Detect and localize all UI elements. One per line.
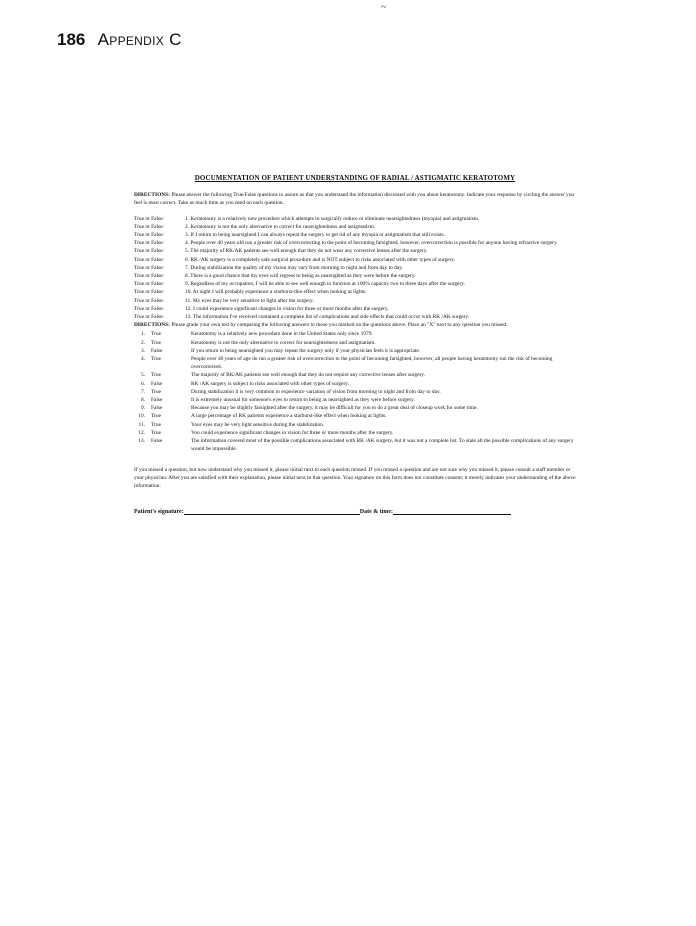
answer-value: False xyxy=(151,397,163,404)
answer-text: During stabilization it is very common to experience variation of vision from morning to night and from day to day. xyxy=(191,388,441,395)
page-number: 186 xyxy=(57,30,86,49)
true-false-choice[interactable]: True or False: xyxy=(134,305,165,312)
answer-item xyxy=(134,421,576,429)
question-item xyxy=(134,305,576,313)
answer-item xyxy=(134,330,576,338)
answer-value: True xyxy=(151,372,161,379)
question-item xyxy=(134,264,576,272)
answer-text: Keratotomy is a relatively new procedure done in the United States only since 1979. xyxy=(191,331,373,338)
page-header xyxy=(57,30,182,50)
question-item xyxy=(134,288,576,296)
question-text: 9. Regardless of my occupation, I will be able to see well enough to function at 100% capacity two to three days after the surgery. xyxy=(185,281,465,288)
answer-text: If you return to being nearsighted you may repeat the surgery only if your physician feels it is appropriate. xyxy=(191,347,421,354)
answer-item xyxy=(134,429,576,437)
answer-number: 1. xyxy=(140,331,145,338)
question-text: 4. People over 40 years old run a greater risk of overcorrecting to the point of becoming farsighted, however, overcorrection is possible for anyone having refractive surgery. xyxy=(185,240,558,247)
grading-directions xyxy=(134,321,576,329)
question-item xyxy=(134,223,576,231)
question-item xyxy=(134,256,576,264)
question-item xyxy=(134,215,576,223)
answer-value: True xyxy=(151,356,161,363)
question-text: 13. The information I've received contained a complete list of complications and side effects that could occur with RK /AK surgery. xyxy=(185,314,470,321)
answer-text: People over 40 years of age do run a greater risk of overcorrection to the point of becoming farsighted, however, all people having keratotomy run the risk of becoming overcorrected. xyxy=(191,356,553,371)
question-text: 7. During stabilization the quality of my vision may vary from morning to night and from day to day. xyxy=(185,264,403,271)
answer-text: Your eyes may be very light sensitive during the stabilization. xyxy=(191,421,325,428)
question-text: 10. At night I will probably experience a starburst-like effect when looking at lights. xyxy=(185,289,367,296)
answer-text: Keratotomy is not the only alternative to correct for nearsightedness and astigmatism. xyxy=(191,339,376,346)
section-title: Appendix C xyxy=(97,30,182,49)
date-time-line[interactable] xyxy=(393,508,511,515)
answer-item xyxy=(134,404,576,412)
answer-number: 5. xyxy=(140,372,145,379)
answer-number: 11. xyxy=(138,421,145,428)
answer-item xyxy=(134,380,576,388)
answer-number: 13. xyxy=(138,438,145,445)
answer-item xyxy=(134,355,576,371)
question-text: 3. If I return to being nearsighted I can always repeat the surgery to get rid of any myopia or astigmatism that still exists. xyxy=(185,232,445,239)
question-item xyxy=(134,239,576,247)
question-item xyxy=(134,272,576,280)
answer-value: True xyxy=(151,339,161,346)
form-title: DOCUMENTATION OF PATIENT UNDERSTANDING OF RADIAL / ASTIGMATIC KERATOTOMY xyxy=(194,174,516,182)
answer-number: 7. xyxy=(140,388,145,395)
answer-value: False xyxy=(151,438,163,445)
true-false-choice[interactable]: True or False: xyxy=(134,240,165,247)
answer-item xyxy=(134,339,576,347)
closing-paragraph: If you missed a question, but now understand why you missed it, please initial next to each question missed. If you missed a question and are not sure why you missed it, please consult a staff member or your physician. After you are satisfied with their explanation, please initial next to that question. Your signature on this form does not constitute consent; it merely indicates your understanding of the above information. xyxy=(134,466,576,489)
signature-row xyxy=(134,508,576,516)
question-text: 8. There is a good chance that my eyes will regress to being as nearsighted as they were before the surgery. xyxy=(185,273,416,280)
date-time-label: Date & time: xyxy=(359,509,394,516)
true-false-choice[interactable]: True or False: xyxy=(134,215,165,222)
answer-text: The information covered most of the possible complications associated with RK /AK surgery, but it was not a complete list. To state all the possible complications of any surgery would be impossible. xyxy=(191,438,574,453)
true-false-choice[interactable]: True or False: xyxy=(134,281,165,288)
answer-text: RK /AK surgery is subject to risks associated with other types of surgery. xyxy=(191,380,350,387)
answer-item xyxy=(134,396,576,404)
answer-value: True xyxy=(151,421,161,428)
directions-text: Please answer the following True/False questions to assure us that you understand the information discussed with you about keratotomy. Indicate your response by circling the answer you feel is most correct. Take as much time as you need on each question. xyxy=(134,192,575,207)
answer-number: 6. xyxy=(140,380,145,387)
true-false-choice[interactable]: True or False: xyxy=(134,264,165,271)
answer-item xyxy=(134,388,576,396)
true-false-choice[interactable]: True or False: xyxy=(134,273,165,280)
answer-text: Because you may be slightly farsighted after the surgery, it may be difficult for you to do a great deal of closeup work for some time. xyxy=(191,405,478,412)
answer-item xyxy=(134,347,576,355)
signature-line[interactable] xyxy=(184,508,360,515)
answer-number: 8. xyxy=(140,397,145,404)
true-false-choice[interactable]: True or False: xyxy=(134,314,165,321)
directions-label: DIRECTIONS: xyxy=(134,192,170,199)
answer-text: A large percentage of RK patients experience a starburst-like effect when looking at lights. xyxy=(191,413,387,420)
answer-number: 2. xyxy=(140,339,145,346)
answer-text: The majority of RK/AK patients see well enough that they do not require any corrective lenses after surgery. xyxy=(191,372,425,379)
grading-directions-text: Please grade your own test by comparing the following answers to those you marked on the questions above. Place an "X" next to any question you missed. xyxy=(171,322,508,329)
answer-value: True xyxy=(151,331,161,338)
answer-number: 3. xyxy=(140,347,145,354)
true-false-choice[interactable]: True or False: xyxy=(134,289,165,296)
answer-value: True xyxy=(151,429,161,436)
answer-number: 10. xyxy=(138,413,145,420)
question-item xyxy=(134,313,576,321)
answer-value: False xyxy=(151,405,163,412)
answer-list xyxy=(134,330,576,453)
answer-value: True xyxy=(151,388,161,395)
question-text: 5. The majority of RK/AK patients see well enough that they do not wear any corrective lenses after the surgery. xyxy=(185,248,428,255)
scan-mark: ~ xyxy=(381,2,387,13)
question-item xyxy=(134,297,576,305)
answer-item xyxy=(134,371,576,379)
true-false-choice[interactable]: True or False: xyxy=(134,297,165,304)
question-text: 12. I could experience significant changes in vision for three or more months after the surgery. xyxy=(185,305,389,312)
answer-item xyxy=(134,437,576,453)
answer-text: You could experience significant changes in vision for three or more months after the surgery. xyxy=(191,429,394,436)
directions-label: DIRECTIONS: xyxy=(134,322,170,329)
answer-number: 12. xyxy=(138,429,145,436)
question-text: 11. My eyes may be very sensitive to light after the surgery. xyxy=(185,297,314,304)
answer-number: 9. xyxy=(140,405,145,412)
question-text: 2. Keratotomy is not the only alternative to correct for nearsightedness and astigmatism. xyxy=(185,223,376,230)
answer-item xyxy=(134,412,576,420)
answer-number: 4. xyxy=(140,356,145,363)
answer-value: True xyxy=(151,413,161,420)
answer-value: False xyxy=(151,380,163,387)
consent-form xyxy=(134,170,576,516)
true-false-choice[interactable]: True or False: xyxy=(134,232,165,239)
directions-paragraph xyxy=(134,191,576,207)
true-false-choice[interactable]: True or False: xyxy=(134,248,165,255)
question-text: 6. RK /AK surgery is a completely safe surgical procedure and is NOT subject to risks associated with other types of surgery. xyxy=(185,256,456,263)
answer-value: False xyxy=(151,347,163,354)
question-item xyxy=(134,247,576,255)
question-text: 1. Keratotomy is a relatively new procedure which attempts to surgically reduce or eliminate nearsightedness (myopia) and astigmatism. xyxy=(185,215,480,222)
answer-text: It is extremely unusual for someone's eyes to return to being as nearsighted as they were before surgery. xyxy=(191,397,415,404)
question-item xyxy=(134,280,576,288)
true-false-choice[interactable]: True or False: xyxy=(134,256,165,263)
question-list xyxy=(134,215,576,322)
question-item xyxy=(134,231,576,239)
signature-label: Patient's signature: xyxy=(134,509,184,516)
true-false-choice[interactable]: True or False: xyxy=(134,223,165,230)
